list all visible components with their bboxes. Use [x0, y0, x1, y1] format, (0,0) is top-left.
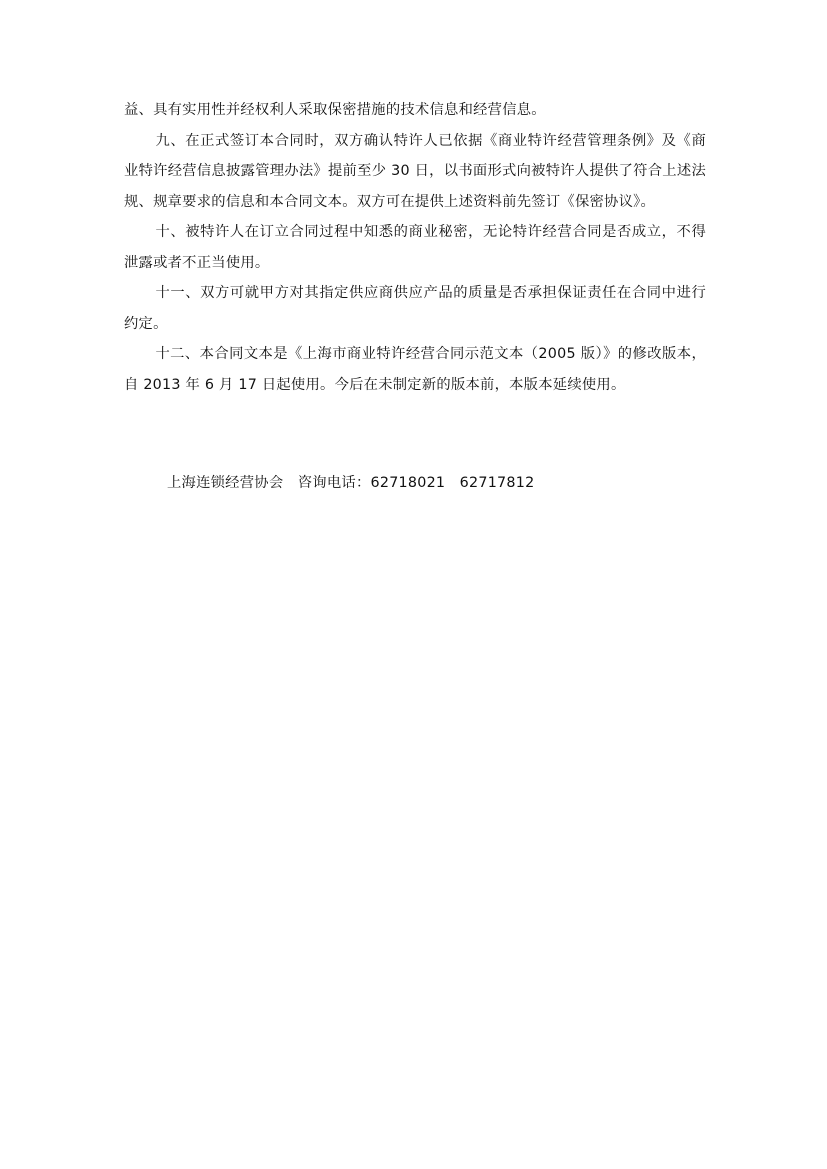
paragraph-clause-11: 十一、双方可就甲方对其指定供应商供应产品的质量是否承担保证责任在合同中进行约定。	[124, 285, 706, 332]
footer-phone-second: 62717812	[459, 475, 535, 491]
paragraph-continuation: 益、具有实用性并经权利人采取保密措施的技术信息和经营信息。	[124, 102, 546, 118]
footer-phone-label: 咨询电话：62718021	[297, 475, 446, 491]
document-body	[124, 95, 706, 400]
footer-contact	[167, 468, 534, 498]
paragraph-clause-12: 十二、本合同文本是《上海市商业特许经营合同示范文本（2005 版）》的修改版本，自 2013 年 6 月 17 日起使用。今后在未制定新的版本前，本版本延续使用。	[124, 346, 706, 393]
paragraph-clause-10: 十、被特许人在订立合同过程中知悉的商业秘密，无论特许经营合同是否成立，不得泄露或者不正当使用。	[124, 224, 706, 271]
paragraph-clause-9: 九、在正式签订本合同时，双方确认特许人已依据《商业特许经营管理条例》及《商业特许经营信息披露管理办法》提前至少 30 日，以书面形式向被特许人提供了符合上述法规、规章要求的信息和本合同文本。双方可在提供上述资料前先签订《保密协议》。	[124, 132, 706, 210]
footer-organization: 上海连锁经营协会	[167, 475, 284, 491]
